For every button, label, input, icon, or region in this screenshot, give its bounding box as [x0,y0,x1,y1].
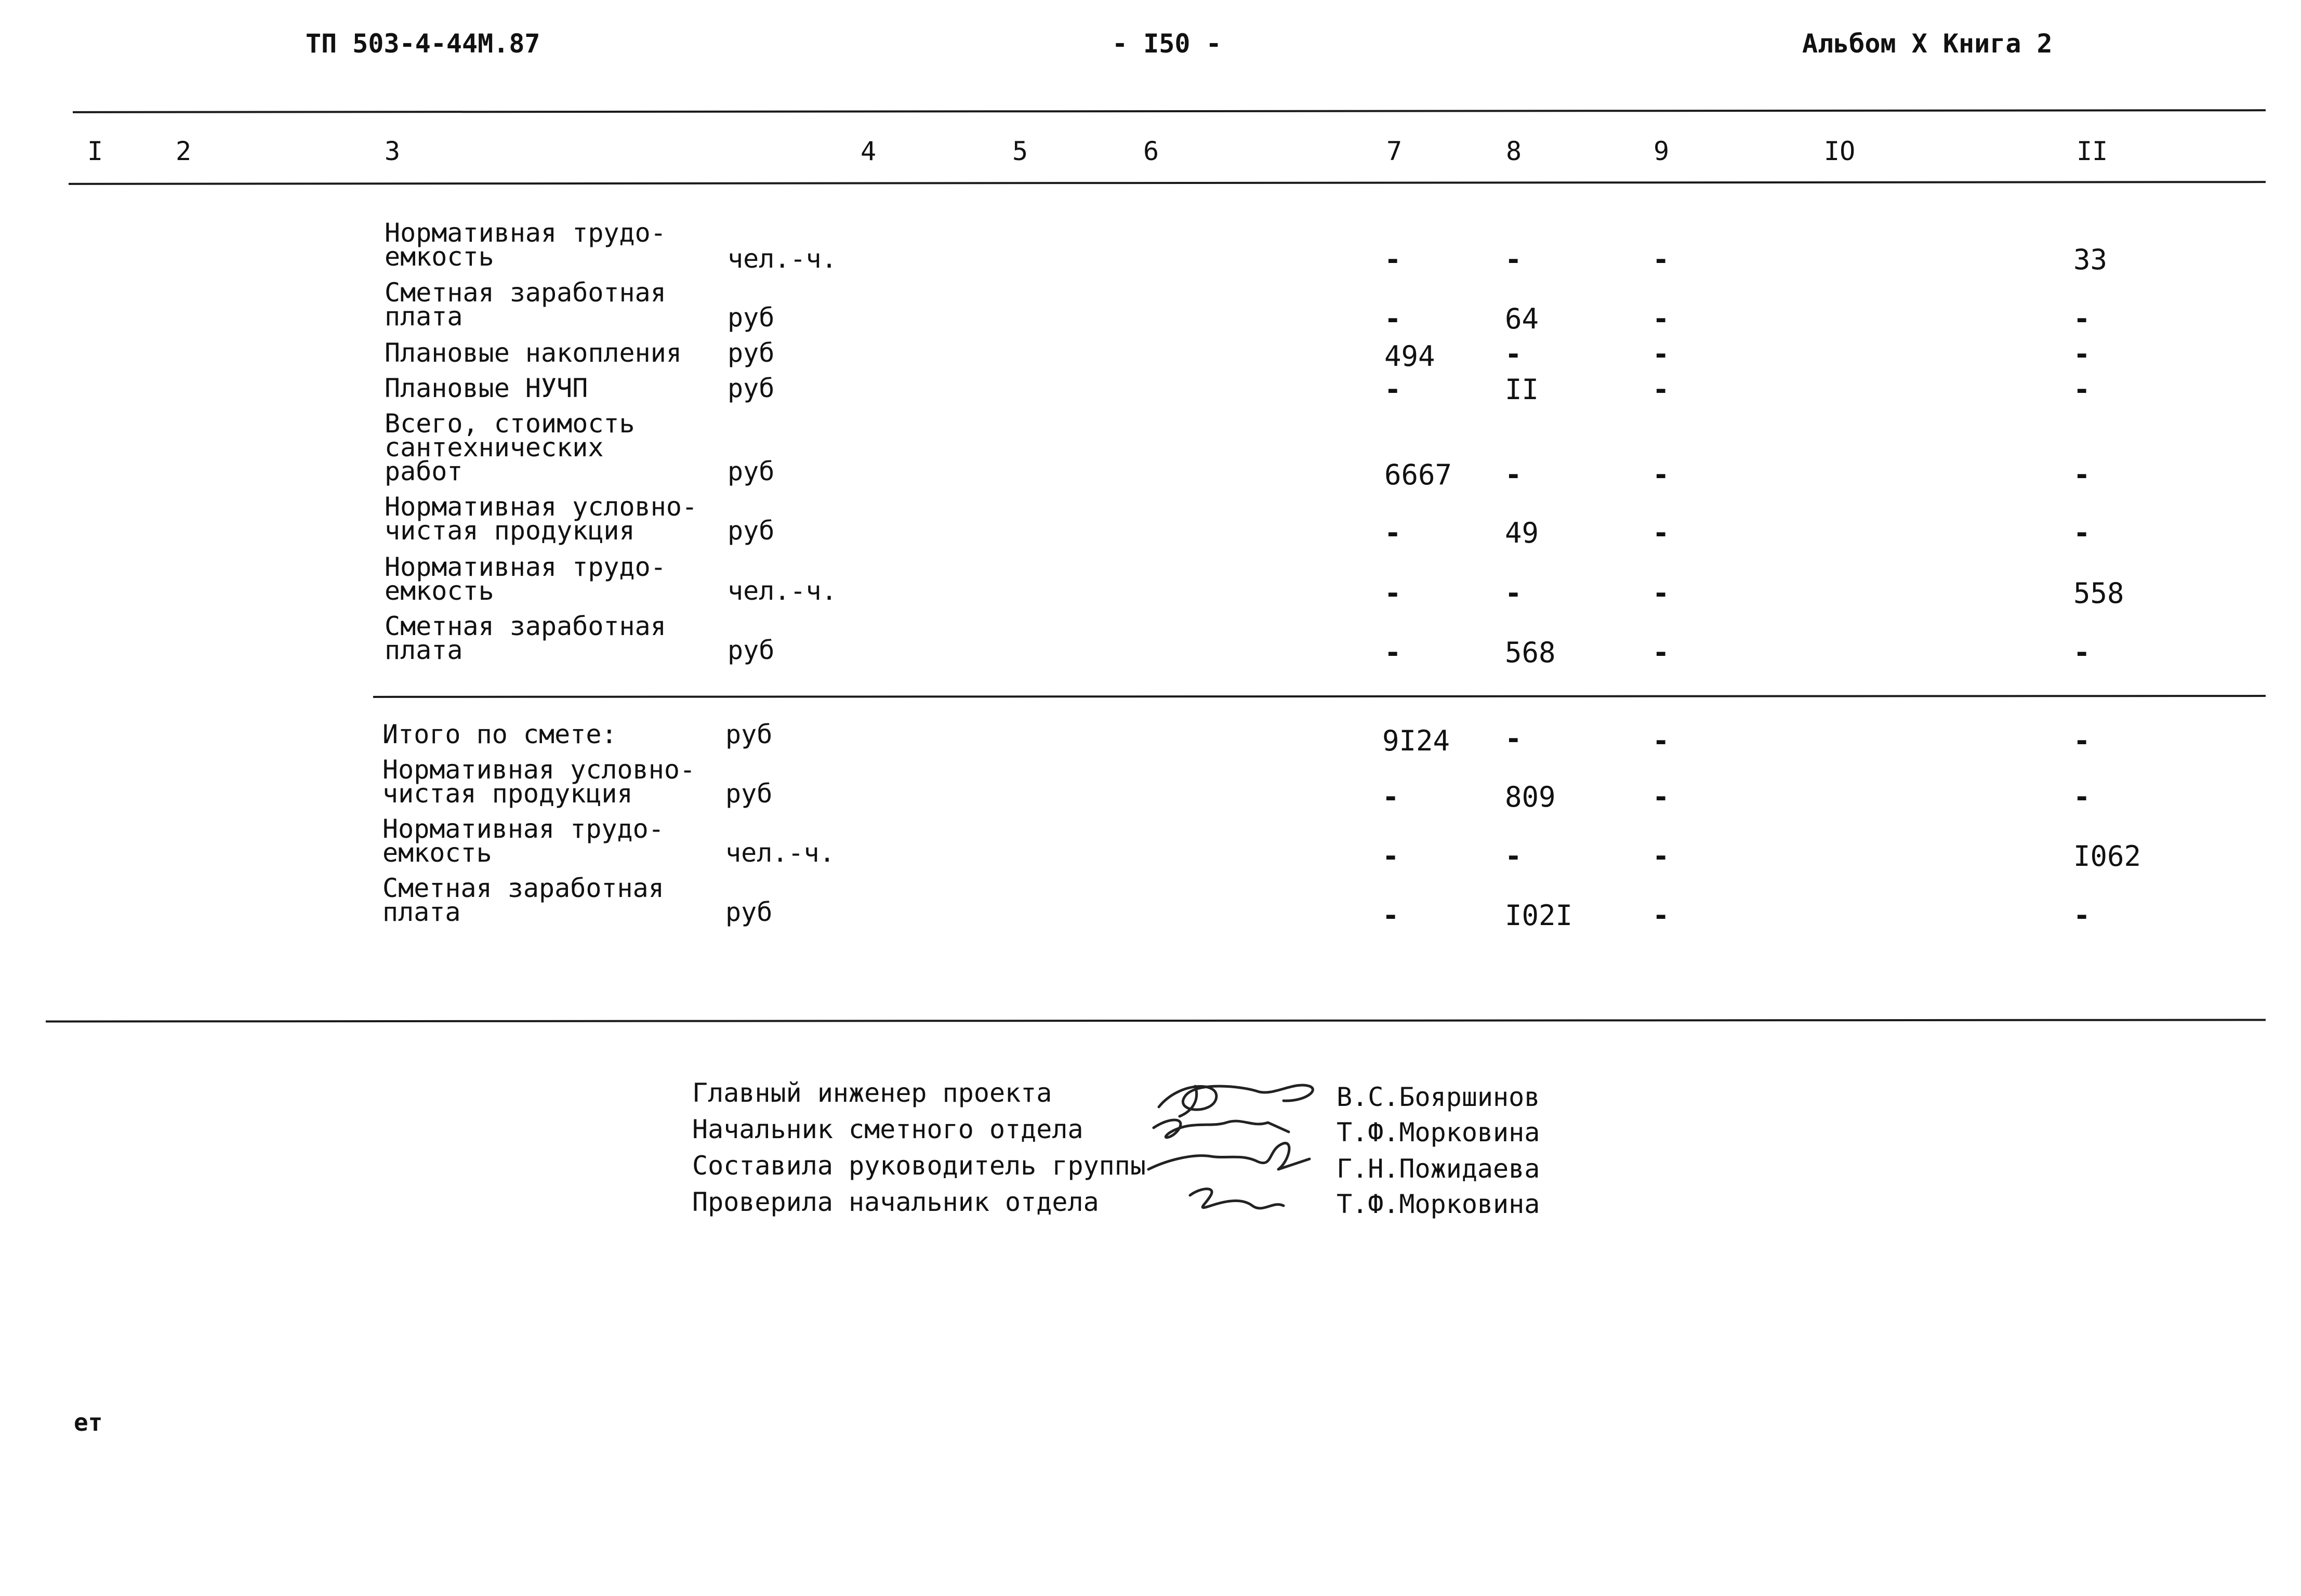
signature-role: Главный инженер проекта [692,1078,1052,1108]
column-header-8: 8 [1506,136,1522,166]
cell-col7: - [1384,243,1401,276]
table-header-rule [69,181,2266,185]
cell-col9: - [1652,458,1670,491]
row-name: Сметная заработная плата [385,611,666,665]
column-header-2: 2 [176,136,192,166]
signature-name: В.С.Бояршинов [1337,1082,1540,1112]
column-header-6: 6 [1143,136,1159,166]
column-header-3: 3 [385,136,401,166]
row-unit: руб [725,897,773,927]
row-unit: руб [728,635,775,665]
page-number: - I50 - [1112,29,1222,59]
document-code: ТП 503-4-44М.87 [306,29,540,59]
cell-col8: 809 [1505,781,1556,813]
cell-col7: - [1384,636,1401,669]
cell-col9: - [1652,338,1670,371]
cell-col9: - [1652,302,1670,335]
cell-col8: - [1505,577,1522,610]
cell-col7: - [1384,577,1401,610]
cell-col8: II [1505,373,1539,406]
column-header-4: 4 [861,136,877,166]
cell-col9: - [1652,373,1670,406]
footer-mark: ет [74,1408,103,1436]
cell-col11: - [2073,636,2091,669]
row-name: Итого по смете: [382,719,617,749]
row-unit: чел.-ч. [725,838,835,868]
row-name: Плановые НУЧП [385,373,588,403]
cell-col8: - [1505,722,1522,755]
cell-col9: - [1652,243,1670,276]
cell-col7: 494 [1384,340,1435,373]
cell-col11: - [2073,899,2091,932]
cell-col8: - [1505,458,1522,491]
row-unit: чел.-ч. [728,576,837,606]
row-name: Нормативная трудо- емкость [382,814,664,868]
table-bottom-rule [46,1019,2266,1023]
cell-col11: I062 [2073,840,2141,873]
column-header-7: 7 [1386,136,1403,166]
cell-col11: - [2073,724,2091,757]
column-header-9: 9 [1654,136,1670,166]
cell-col9: - [1652,724,1670,757]
row-unit: руб [728,373,775,403]
column-header-1: I [87,136,103,166]
column-header-5: 5 [1012,136,1028,166]
cell-col8: 64 [1505,302,1539,335]
row-name: Нормативная трудо- емкость [385,218,666,272]
row-name: Плановые накопления [385,338,682,368]
row-name: Всего, стоимость сантехнических работ [385,408,635,486]
row-unit: руб [728,302,775,333]
cell-col7: - [1384,373,1401,406]
cell-col9: - [1652,517,1670,549]
row-unit: руб [725,779,773,809]
column-header-10: IO [1824,136,1856,166]
cell-col11: - [2073,781,2091,813]
cell-col7: 9I24 [1382,724,1450,757]
cell-col11: 33 [2073,243,2108,276]
cell-col7: - [1382,840,1399,873]
signature-role: Составила руководитель группы [692,1151,1146,1181]
row-name: Сметная заработная плата [385,278,666,332]
row-name: Нормативная условно- чистая продукция [385,492,698,546]
row-name: Нормативная условно- чистая продукция [382,755,696,809]
row-name: Сметная заработная плата [382,873,664,927]
cell-col8: - [1505,243,1522,276]
cell-col11: - [2073,458,2091,491]
row-unit: руб [728,516,775,546]
signature-role: Начальник сметного отдела [692,1114,1083,1144]
cell-col7: - [1382,899,1399,932]
cell-col8: - [1505,840,1522,873]
cell-col7: 6667 [1384,458,1452,491]
cell-col11: 558 [2073,577,2124,610]
handwritten-signatures [1138,1050,1335,1247]
signature-name: Т.Ф.Морковина [1337,1189,1540,1219]
cell-col8: I02I [1505,899,1573,932]
cell-col9: - [1652,781,1670,813]
cell-col11: - [2073,338,2091,371]
cell-col8: 568 [1505,636,1556,669]
column-header-11: II [2077,136,2108,166]
row-unit: руб [725,719,773,749]
row-name: Нормативная трудо- емкость [385,552,666,606]
block-separator-rule [373,695,2266,698]
album-label: Альбом X Книга 2 [1802,29,2053,59]
cell-col8: - [1505,338,1522,371]
signature-name: Т.Ф.Морковина [1337,1117,1540,1147]
row-unit: чел.-ч. [728,244,837,274]
row-unit: руб [728,338,775,368]
cell-col7: - [1382,781,1399,813]
cell-col9: - [1652,899,1670,932]
cell-col9: - [1652,577,1670,610]
cell-col9: - [1652,840,1670,873]
cell-col11: - [2073,373,2091,406]
signature-role: Проверила начальник отдела [692,1187,1099,1217]
cell-col7: - [1384,302,1401,335]
row-unit: руб [728,456,775,486]
cell-col11: - [2073,302,2091,335]
table-top-rule [73,109,2266,113]
cell-col7: - [1384,517,1401,549]
cell-col8: 49 [1505,517,1539,549]
cell-col9: - [1652,636,1670,669]
cell-col11: - [2073,517,2091,549]
signature-name: Г.Н.Пожидаева [1337,1154,1540,1184]
